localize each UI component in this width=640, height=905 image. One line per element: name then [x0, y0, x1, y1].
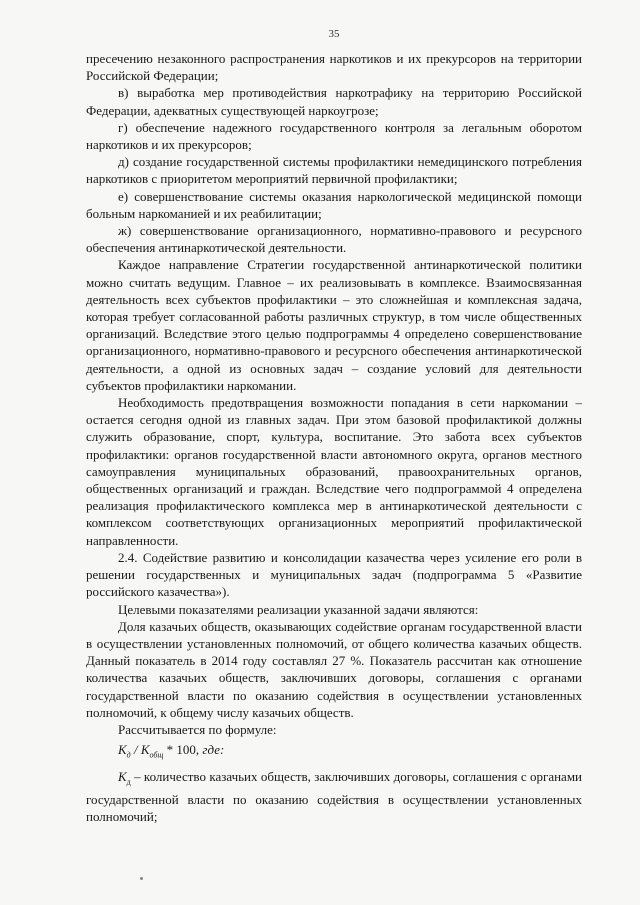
scan-speck [140, 877, 143, 880]
paragraph-prevention: Необходимость предотвращения возможности попадания в сети наркомании – остается сегодня одной из главных задач. При этом базовой профилактикой должны служить образование, спорт, культура, воспитание. Это забота всех субъектов профилактики: органов государственной власти автономного округа, органов местного самоуправления муниципальных образований, правоохранительных органов, общественных организаций и граждан. Вследствие чего подпрограммой 4 определена реализация профилактического комплекса мер в антинаркотической деятельности с комплексом соответствующих организационных мероприятий профилактической направленности. [86, 395, 582, 548]
list-item-g: г) обеспечение надежного государственного контроля за легальным оборотом наркотиков и их прекурсоров; [86, 119, 582, 153]
formula-k1: К [118, 742, 127, 758]
list-item-d: д) создание государственной системы профилактики немедицинского потребления наркотиков с приоритетом мероприятий первичной профилактики; [86, 154, 582, 187]
paragraph-share: Доля казачьих обществ, оказывающих содействие органам государственной власти в осуществлении установленных полномочий, от общего количества казачьих обществ. Данный показатель в 2014 году составлял 27 %. Показатель рассчитан как отношение количества казачьих обществ, заключивших договоры, соглашения с органами государственной власти по оказанию содействия в осуществлении установленных полномочий, к общему числу казачьих обществ. [86, 618, 582, 720]
section-heading-2-4: 2.4. Содействие развитию и консолидации казачества через усиление его роли в решении государственных и муниципальных задач (подпрограмма 5 «Развитие российского казачества»). [86, 549, 582, 600]
formula-slash: / [130, 742, 141, 758]
formula-rest: * 100, [163, 742, 203, 758]
page-number: 35 [328, 28, 340, 40]
formula-gde: где: [202, 742, 225, 758]
list-item-v: в) выработка мер противодействия наркотрафику на территорию Российской Федерации, адекватных существующей наркоугрозе; [86, 85, 582, 118]
paragraph-targets: Целевыми показателями реализации указанной задачи являются: [118, 601, 479, 617]
document-body [86, 50, 582, 825]
definition-symbol: К [118, 768, 127, 784]
paragraph-strategy: Каждое направление Стратегии государственной антинаркотической политики можно считать ведущим. Главное – их реализовывать в комплексе. Взаимосвязанная деятельность всех субъектов профилактики – это сложнейшая и комплексная задача, которая требует согласованной работы различных структур, в том числе общественных организаций. Вследствие этого целью подпрограммы 4 определено совершенствование организационного, нормативно-правового и ресурсного обеспечения антинаркотической деятельности, а одной из основных задач – создание условий для деятельности субъектов профилактики наркомании. [86, 257, 582, 393]
formula [86, 740, 582, 766]
definition-sub: д [126, 777, 131, 787]
paragraph-formula-intro: Рассчитывается по формуле: [118, 721, 277, 737]
formula-sub-a: д [126, 750, 131, 760]
formula-sub-b: общ [149, 750, 164, 760]
paragraph-continuation: пресечению незаконного распространения наркотиков и их прекурсоров на территории Российской Федерации; [86, 51, 582, 84]
formula-k2: К [140, 742, 150, 758]
definition-text: – количество казачьих обществ, заключивших договоры, соглашения с органами государственной власти по оказанию содействия в осуществлении установленных полномочий; [86, 768, 582, 824]
list-item-e: е) совершенствование системы оказания наркологической медицинской помощи больным наркоманией и их реабилитации; [86, 188, 582, 221]
definition-k-d [86, 768, 582, 825]
list-item-zh: ж) совершенствование организационного, нормативно-правового и ресурсного обеспечения антинаркотической деятельности. [86, 223, 582, 256]
